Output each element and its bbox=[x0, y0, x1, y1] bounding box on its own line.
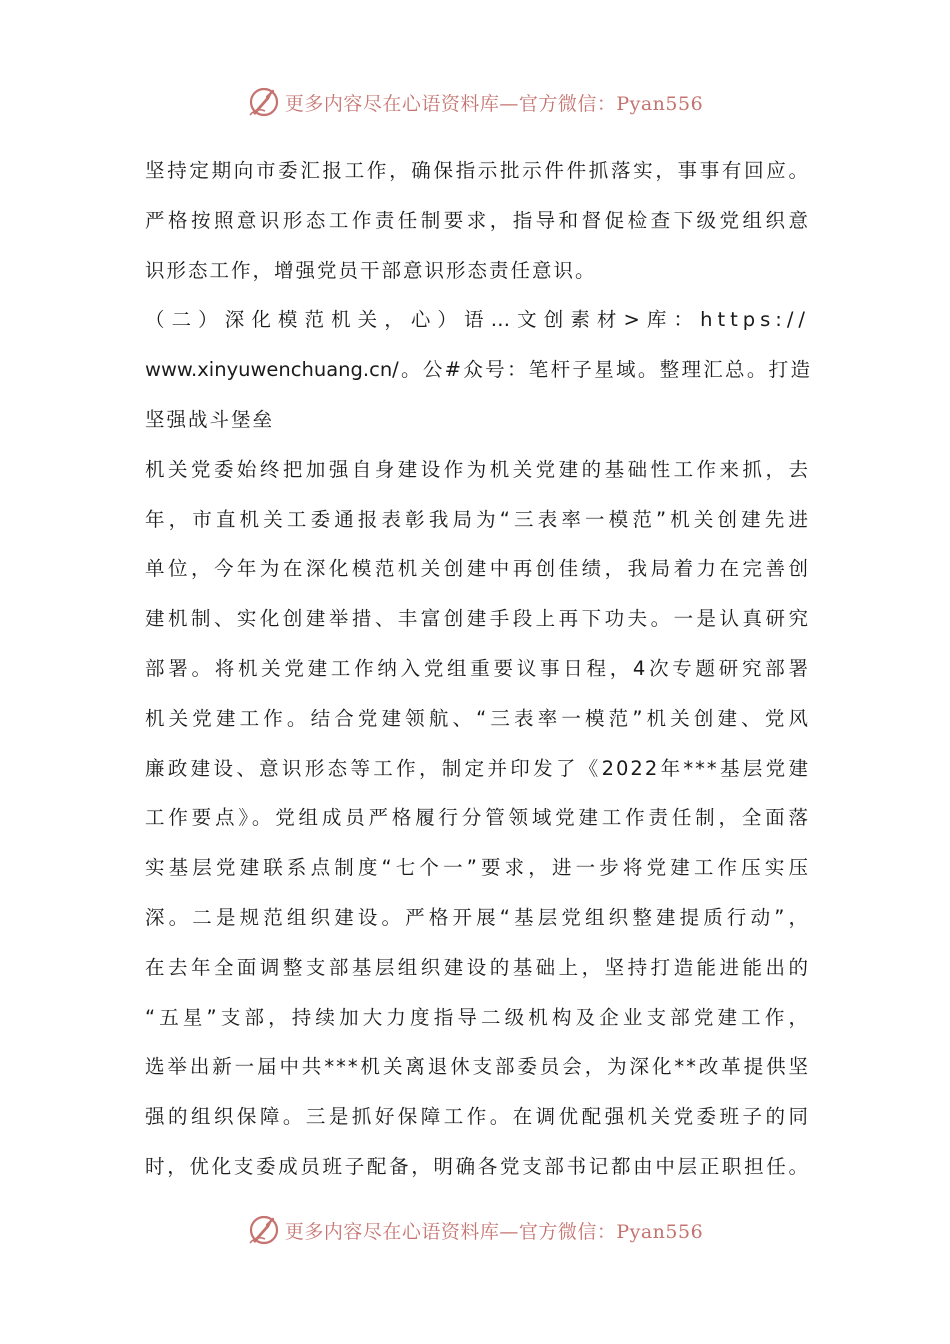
watermark-text: 更多内容尽在心语资料库—官方微信：Pyan556 bbox=[284, 92, 704, 115]
watermark-text: 更多内容尽在心语资料库—官方微信：Pyan556 bbox=[284, 1220, 704, 1243]
pen-nib-circle-icon bbox=[247, 85, 281, 119]
text-line: 廉政建设、意识形态等工作，制定并印发了《2022年***基层党建 bbox=[145, 756, 810, 780]
text-line: 深。二是规范组织建设。严格开展“基层党组织整建提质行动”， bbox=[145, 905, 810, 929]
text-line: 实基层党建联系点制度“七个一”要求，进一步将党建工作压实压 bbox=[145, 856, 810, 880]
document-body bbox=[145, 146, 810, 1192]
text-line: 机关党建工作。结合党建领航、“三表率一模范”机关创建、党风 bbox=[145, 706, 810, 730]
text-line: 建机制、实化创建举措、丰富创建手段上再下功夫。一是认真研究 bbox=[145, 607, 810, 631]
text-line: “五星”支部，持续加大力度指导二级机构及企业支部党建工作， bbox=[145, 1005, 810, 1029]
text-line: 强的组织保障。三是抓好保障工作。在调优配强机关党委班子的同 bbox=[145, 1105, 810, 1129]
text-line: 严格按照意识形态工作责任制要求，指导和督促检查下级党组织意 bbox=[145, 208, 810, 232]
header-watermark bbox=[0, 80, 950, 124]
text-line: 部署。将机关党建工作纳入党组重要议事日程，4次专题研究部署 bbox=[145, 656, 810, 680]
text-line: 时，优化支委成员班子配备，明确各党支部书记都由中层正职担任。 bbox=[145, 1154, 810, 1178]
text-line: 识形态工作，增强党员干部意识形态责任意识。 bbox=[145, 258, 597, 282]
text-line: 机关党委始终把加强自身建设作为机关党建的基础性工作来抓，去 bbox=[145, 457, 810, 481]
text-line: 选举出新一届中共***机关离退休支部委员会，为深化**改革提供坚 bbox=[145, 1055, 810, 1079]
section-heading-line: www.xinyuwenchuang.cn/。公#众号：笔杆子星域。整理汇总。打造 bbox=[145, 358, 810, 382]
text-line: 工作要点》。党组成员严格履行分管领域党建工作责任制，全面落 bbox=[145, 806, 810, 830]
text-line: 年，市直机关工委通报表彰我局为“三表率一模范”机关创建先进 bbox=[145, 507, 810, 531]
text-line: 单位，今年为在深化模范机关创建中再创佳绩，我局着力在完善创 bbox=[145, 557, 810, 581]
section-heading-line: 坚强战斗堡垒 bbox=[145, 407, 275, 431]
pen-nib-circle-icon bbox=[247, 1213, 281, 1247]
text-line: 坚持定期向市委汇报工作，确保指示批示件件抓落实，事事有回应。 bbox=[145, 159, 810, 182]
section-heading-line: （二）深化模范机关，心）语…文创素材>库：https:// bbox=[145, 308, 810, 332]
footer-watermark bbox=[0, 1208, 950, 1252]
text-line: 在去年全面调整支部基层组织建设的基础上，坚持打造能进能出的 bbox=[145, 955, 810, 979]
